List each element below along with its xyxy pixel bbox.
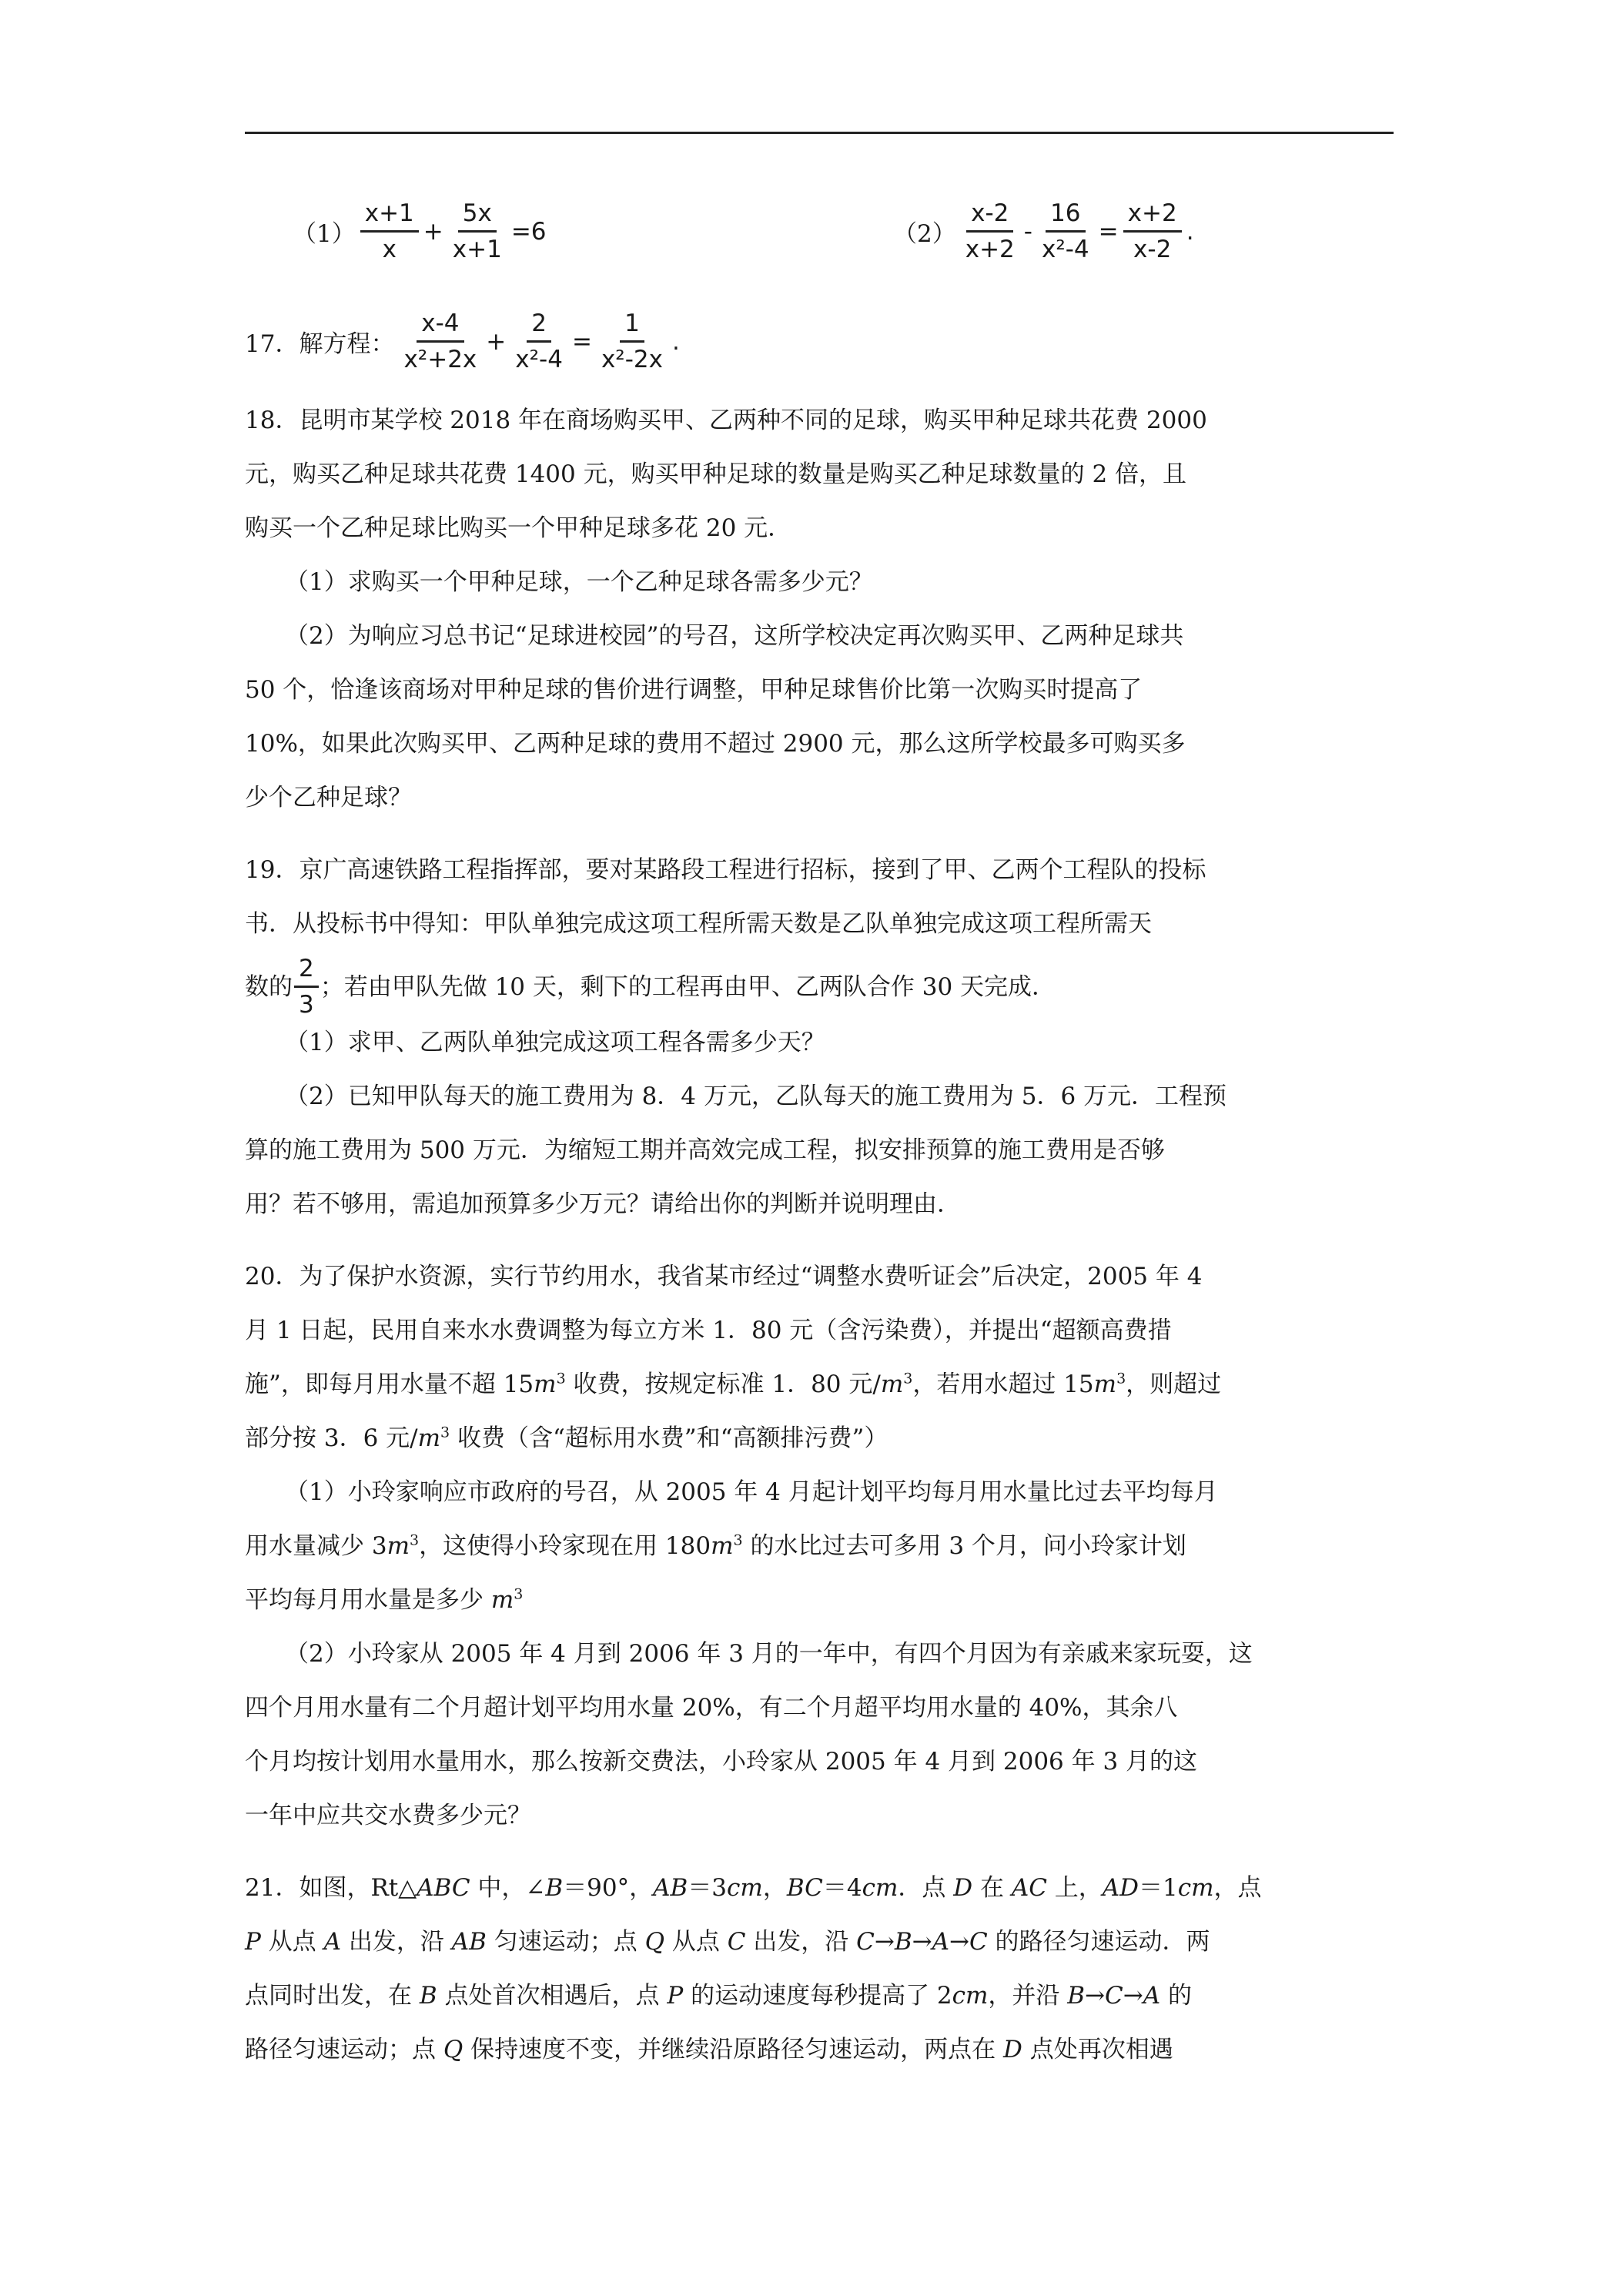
q20-line-1: 20．为了保护水资源，实行节约用水，我省某市经过“调整水费听证会”后决定，2005 年 4: [245, 1263, 1203, 1290]
q19-fraction: $\frac{2}{3}$: [294, 952, 319, 1022]
q18-sub-2-line-3: 10%，如果此次购买甲、乙两种足球的费用不超过 2900 元，那么这所学校最多可购买多: [245, 730, 1186, 758]
q19-line-3: 数的 $\frac{2}{3}$ ；若由甲队先做 10 天，剩下的工程再由甲、乙两队合作 30 天完成．: [245, 952, 1056, 1022]
q21-line-2: P 从点 A 出发，沿 AB 匀速运动；点 Q 从点 C 出发，沿 C→B→A→C 的路径匀速运动．两: [245, 1928, 1210, 1956]
q20-sub-2-line-3: 个月均按计划用水量用水，那么按新交费法，小玲家从 2005 年 4 月到 2006 年 3 月的这: [245, 1748, 1198, 1776]
q20-line-2: 月 1 日起，民用自来水水费调整为每立方米 1．80 元（含污染费），并提出“超额高费措: [245, 1317, 1172, 1344]
q18-line-2: 元，购买乙种足球共花费 1400 元，购买甲种足球的数量是购买乙种足球数量的 2 倍，且: [245, 460, 1187, 488]
q16-2-fraction-b: $\frac{16}{\text{x²-4}}$: [1037, 196, 1094, 266]
q20-sub-2-line-2: 四个月用水量有二个月超计划平均用水量 20%，有二个月超平均用水量的 40%，其余八: [245, 1694, 1178, 1722]
q17-fraction-a: $\frac{x-4}{\text{x²+2x}}$: [399, 306, 481, 377]
q20-line-4: 部分按 3．6 元$/m^3$ 收费（含“超标用水费”和“高额排污费”）: [245, 1424, 888, 1452]
q16-2-label: （2）: [893, 220, 956, 248]
header-rule: [245, 132, 1394, 134]
q19-line-2: 书．从投标书中得知：甲队单独完成这项工程所需天数是乙队单独完成这项工程所需天: [245, 910, 1152, 938]
q21-line-1: 21．如图，Rt△ABC 中，∠B＝90°，AB＝3cm，BC＝4cm．点 D 在 AC 上，AD＝1cm，点: [245, 1874, 1262, 1902]
q19-sub-2-line-1: （2）已知甲队每天的施工费用为 8．4 万元，乙队每天的施工费用为 5．6 万元．工程预: [285, 1083, 1227, 1110]
q16-2-fraction-a: $\frac{x-2}{x+2}$: [961, 196, 1019, 266]
q17-label: 17．解方程：: [245, 330, 395, 358]
q19-sub-2-line-3: 用？若不够用，需追加预算多少万元？请给出你的判断并说明理由．: [245, 1190, 961, 1218]
q20-sub-1-line-2: 用水量减少 $3m^3$，这使得小玲家现在用 $180m^3$ 的水比过去可多用 3 个月，问小玲家计划: [245, 1531, 1186, 1560]
q17-fraction-b: $\frac{2}{\text{x²-4}}$: [510, 306, 567, 377]
q18-line-1: 18．昆明市某学校 2018 年在商场购买甲、乙两种不同的足球，购买甲种足球共花费 2000: [245, 407, 1207, 434]
q19-line-1: 19．京广高速铁路工程指挥部，要对某路段工程进行招标，接到了甲、乙两个工程队的投标: [245, 856, 1206, 884]
q16-1-fraction-b: $\frac{5x}{x+1}$: [448, 196, 507, 266]
q16-2-fraction-c: $\frac{x+2}{x-2}$: [1123, 196, 1182, 266]
q16-1-fraction-a: $\frac{x+1}{x}$: [360, 196, 419, 266]
q21-line-3: 点同时出发，在 B 点处首次相遇后，点 P 的运动速度每秒提高了 2cm，并沿 B→C→A 的: [245, 1982, 1192, 2010]
q16-equation-1: （1） $\frac{x+1}{x}$ + $\frac{5x}{x+1}$ =6: [293, 196, 547, 266]
q21-line-4: 路径匀速运动；点 Q 保持速度不变，并继续沿原路径匀速运动，两点在 D 点处再次相遇: [245, 2036, 1173, 2063]
q17-fraction-c: $\frac{1}{\text{x²-2x}}$: [597, 306, 668, 377]
q19-sub-2-line-2: 算的施工费用为 500 万元．为缩短工期并高效完成工程，拟安排预算的施工费用是否够: [245, 1136, 1165, 1164]
q20-line-3: 施”，即每月用水量不超 $15m^3$ 收费，按规定标准 1．80 元$/m^3$，若用水超过 $15m^3$，则超过: [245, 1370, 1222, 1398]
q16-equation-2: （2） $\frac{x-2}{x+2}$ - $\frac{16}{\text{x²-4}}$ = $\frac{x+2}{x-2}$ .: [893, 196, 1194, 266]
q18-sub-2-line-2: 50 个，恰逢该商场对甲种足球的售价进行调整，甲种足球售价比第一次购买时提高了: [245, 676, 1143, 704]
q16-1-label: （1）: [293, 220, 356, 248]
q17-equation: 17．解方程： $\frac{x-4}{\text{x²+2x}}$ + $\frac{2}{\text{x²-4}}$ = $\frac{1}{\text{x²-2x}}$ .: [245, 306, 680, 377]
q20-sub-2-line-4: 一年中应共交水费多少元？: [245, 1802, 531, 1829]
q18-sub-1: （1）求购买一个甲种足球，一个乙种足球各需多少元？: [285, 568, 873, 596]
q18-sub-2-line-1: （2）为响应习总书记“足球进校园”的号召，这所学校决定再次购买甲、乙两种足球共: [285, 622, 1184, 650]
q18-sub-2-line-4: 少个乙种足球？: [245, 784, 412, 812]
q20-sub-1-line-1: （1）小玲家响应市政府的号召，从 2005 年 4 月起计划平均每月用水量比过去平均每月: [285, 1478, 1218, 1506]
q19-sub-1: （1）求甲、乙两队单独完成这项工程各需多少天？: [285, 1029, 825, 1056]
q20-sub-2-line-1: （2）小玲家从 2005 年 4 月到 2006 年 3 月的一年中，有四个月因为有亲戚来家玩耍，这: [285, 1640, 1253, 1668]
q20-sub-1-line-3: 平均每月用水量是多少 $m^3$: [245, 1585, 524, 1614]
q18-line-3: 购买一个乙种足球比购买一个甲种足球多花 20 元．: [245, 514, 792, 542]
